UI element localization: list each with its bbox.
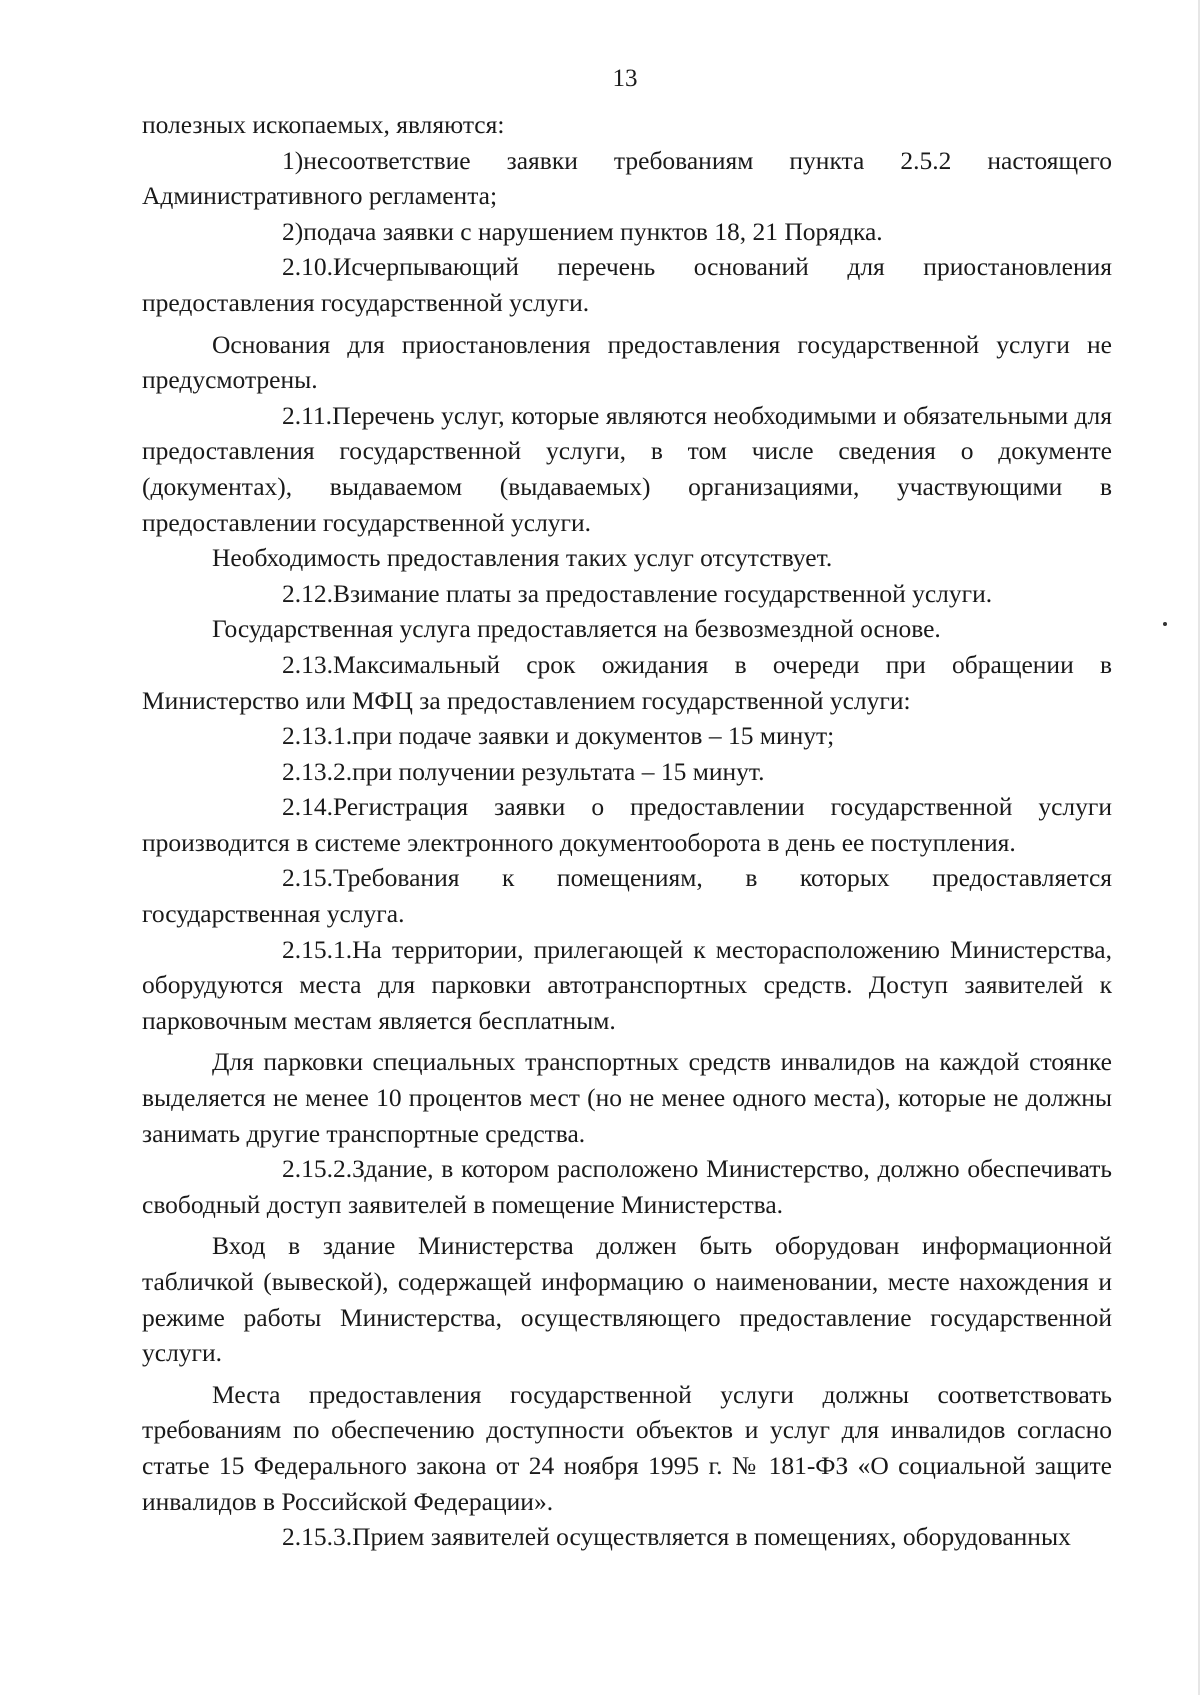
paragraph-text: при получении результата – 15 минут.	[352, 756, 765, 786]
paragraph-text: Перечень услуг, которые являются необходимыми и обязательными для предоставления государственной услуги, в том числе сведения о документе (документах), выдаваемом (выдаваемых) организациями, участвующими в предоставлении государственной услуги.	[142, 400, 1112, 537]
item-number: 2.12.	[282, 578, 333, 608]
item-number: 2.13.	[282, 649, 333, 679]
paragraph	[142, 754, 1112, 790]
paragraph	[142, 1044, 1112, 1151]
paragraph-text: Регистрация заявки о предоставлении государственной услуги производится в системе электронного документооборота в день ее поступления.	[142, 792, 1112, 857]
paragraph	[142, 214, 1112, 250]
item-number: 2.11.	[282, 400, 333, 430]
paragraph	[142, 932, 1112, 1039]
item-number: 2.15.3.	[282, 1522, 353, 1552]
paragraph-text: Вход в здание Министерства должен быть оборудован информационной табличкой (вывеской), содержащей информацию о наименовании, месте нахождения и режиме работы Министерства, осуществляющего предоставление государственной услуги.	[142, 1231, 1112, 1368]
paragraph	[142, 249, 1112, 320]
item-number: 2.14.	[282, 792, 333, 822]
paragraph	[142, 327, 1112, 398]
item-number: 2.13.1.	[282, 721, 353, 751]
paragraph-text: Государственная услуга предоставляется на безвозмездной основе.	[212, 614, 941, 644]
paragraph	[142, 647, 1112, 718]
document-body	[142, 107, 1112, 1555]
paragraph-text: Необходимость предоставления таких услуг отсутствует.	[212, 543, 833, 573]
page-number: 13	[612, 65, 638, 92]
paragraph-text: Исчерпывающий перечень оснований для приостановления предоставления государственной услуги.	[142, 252, 1112, 317]
paragraph-text: при подаче заявки и документов – 15 минут;	[352, 721, 835, 751]
item-number: 2.10.	[282, 252, 333, 282]
paragraph	[142, 1377, 1112, 1519]
scan-speck	[1163, 622, 1167, 626]
paragraph	[142, 143, 1112, 214]
paragraph-text: На территории, прилегающей к месторасположению Министерства, оборудуются места для парковки автотранспортных средств. Доступ заявителей к парковочным местам является бесплатным.	[142, 934, 1112, 1035]
paragraph	[142, 1228, 1112, 1370]
paragraph	[142, 860, 1112, 931]
item-number: 2.15.	[282, 863, 333, 893]
paragraph	[142, 611, 1112, 647]
item-number: 2)	[282, 216, 304, 246]
paragraph-text: Требования к помещениям, в которых предоставляется государственная услуга.	[142, 863, 1112, 929]
paragraph-text: Взимание платы за предоставление государственной услуги.	[333, 578, 993, 608]
paragraph-text: Максимальный срок ожидания в очереди при обращении в Министерство или МФЦ за предоставлением государственной услуги:	[142, 649, 1112, 715]
paragraph-text: Для парковки специальных транспортных средств инвалидов на каждой стоянке выделяется не менее 10 процентов мест (но не менее одного места), которые не должны занимать другие транспортные средства.	[142, 1047, 1112, 1148]
item-number: 2.15.1.	[282, 934, 353, 964]
paragraph	[142, 718, 1112, 754]
paragraph	[142, 576, 1112, 612]
paragraph-text: полезных ископаемых, являются:	[142, 110, 505, 139]
item-number: 1)	[282, 145, 304, 175]
paragraph	[142, 789, 1112, 860]
paragraph	[142, 540, 1112, 576]
paragraph	[142, 1151, 1112, 1222]
paragraph-text: Здание, в котором расположено Министерство, должно обеспечивать свободный доступ заявителей в помещение Министерства.	[142, 1154, 1112, 1219]
paragraph-text: подача заявки с нарушением пунктов 18, 21 Порядка.	[303, 216, 883, 246]
paragraph-text: Прием заявителей осуществляется в помещениях, оборудованных	[352, 1522, 1071, 1552]
paragraph-text: Основания для приостановления предоставления государственной услуги не предусмотрены.	[142, 329, 1112, 395]
paragraph-text: несоответствие заявки требованиям пункта 2.5.2 настоящего Административного регламента;	[142, 145, 1112, 211]
item-number: 2.15.2.	[282, 1154, 353, 1184]
paragraph	[142, 107, 1112, 143]
paragraph	[142, 1519, 1112, 1555]
item-number: 2.13.2.	[282, 756, 353, 786]
paragraph	[142, 398, 1112, 540]
paragraph-text: Места предоставления государственной услуги должны соответствовать требованиям по обеспечению доступности объектов и услуг для инвалидов согласно статье 15 Федерального закона от 24 ноября 1995 г. № 181-ФЗ «О социальной защите инвалидов в Российской Федерации».	[142, 1379, 1112, 1516]
